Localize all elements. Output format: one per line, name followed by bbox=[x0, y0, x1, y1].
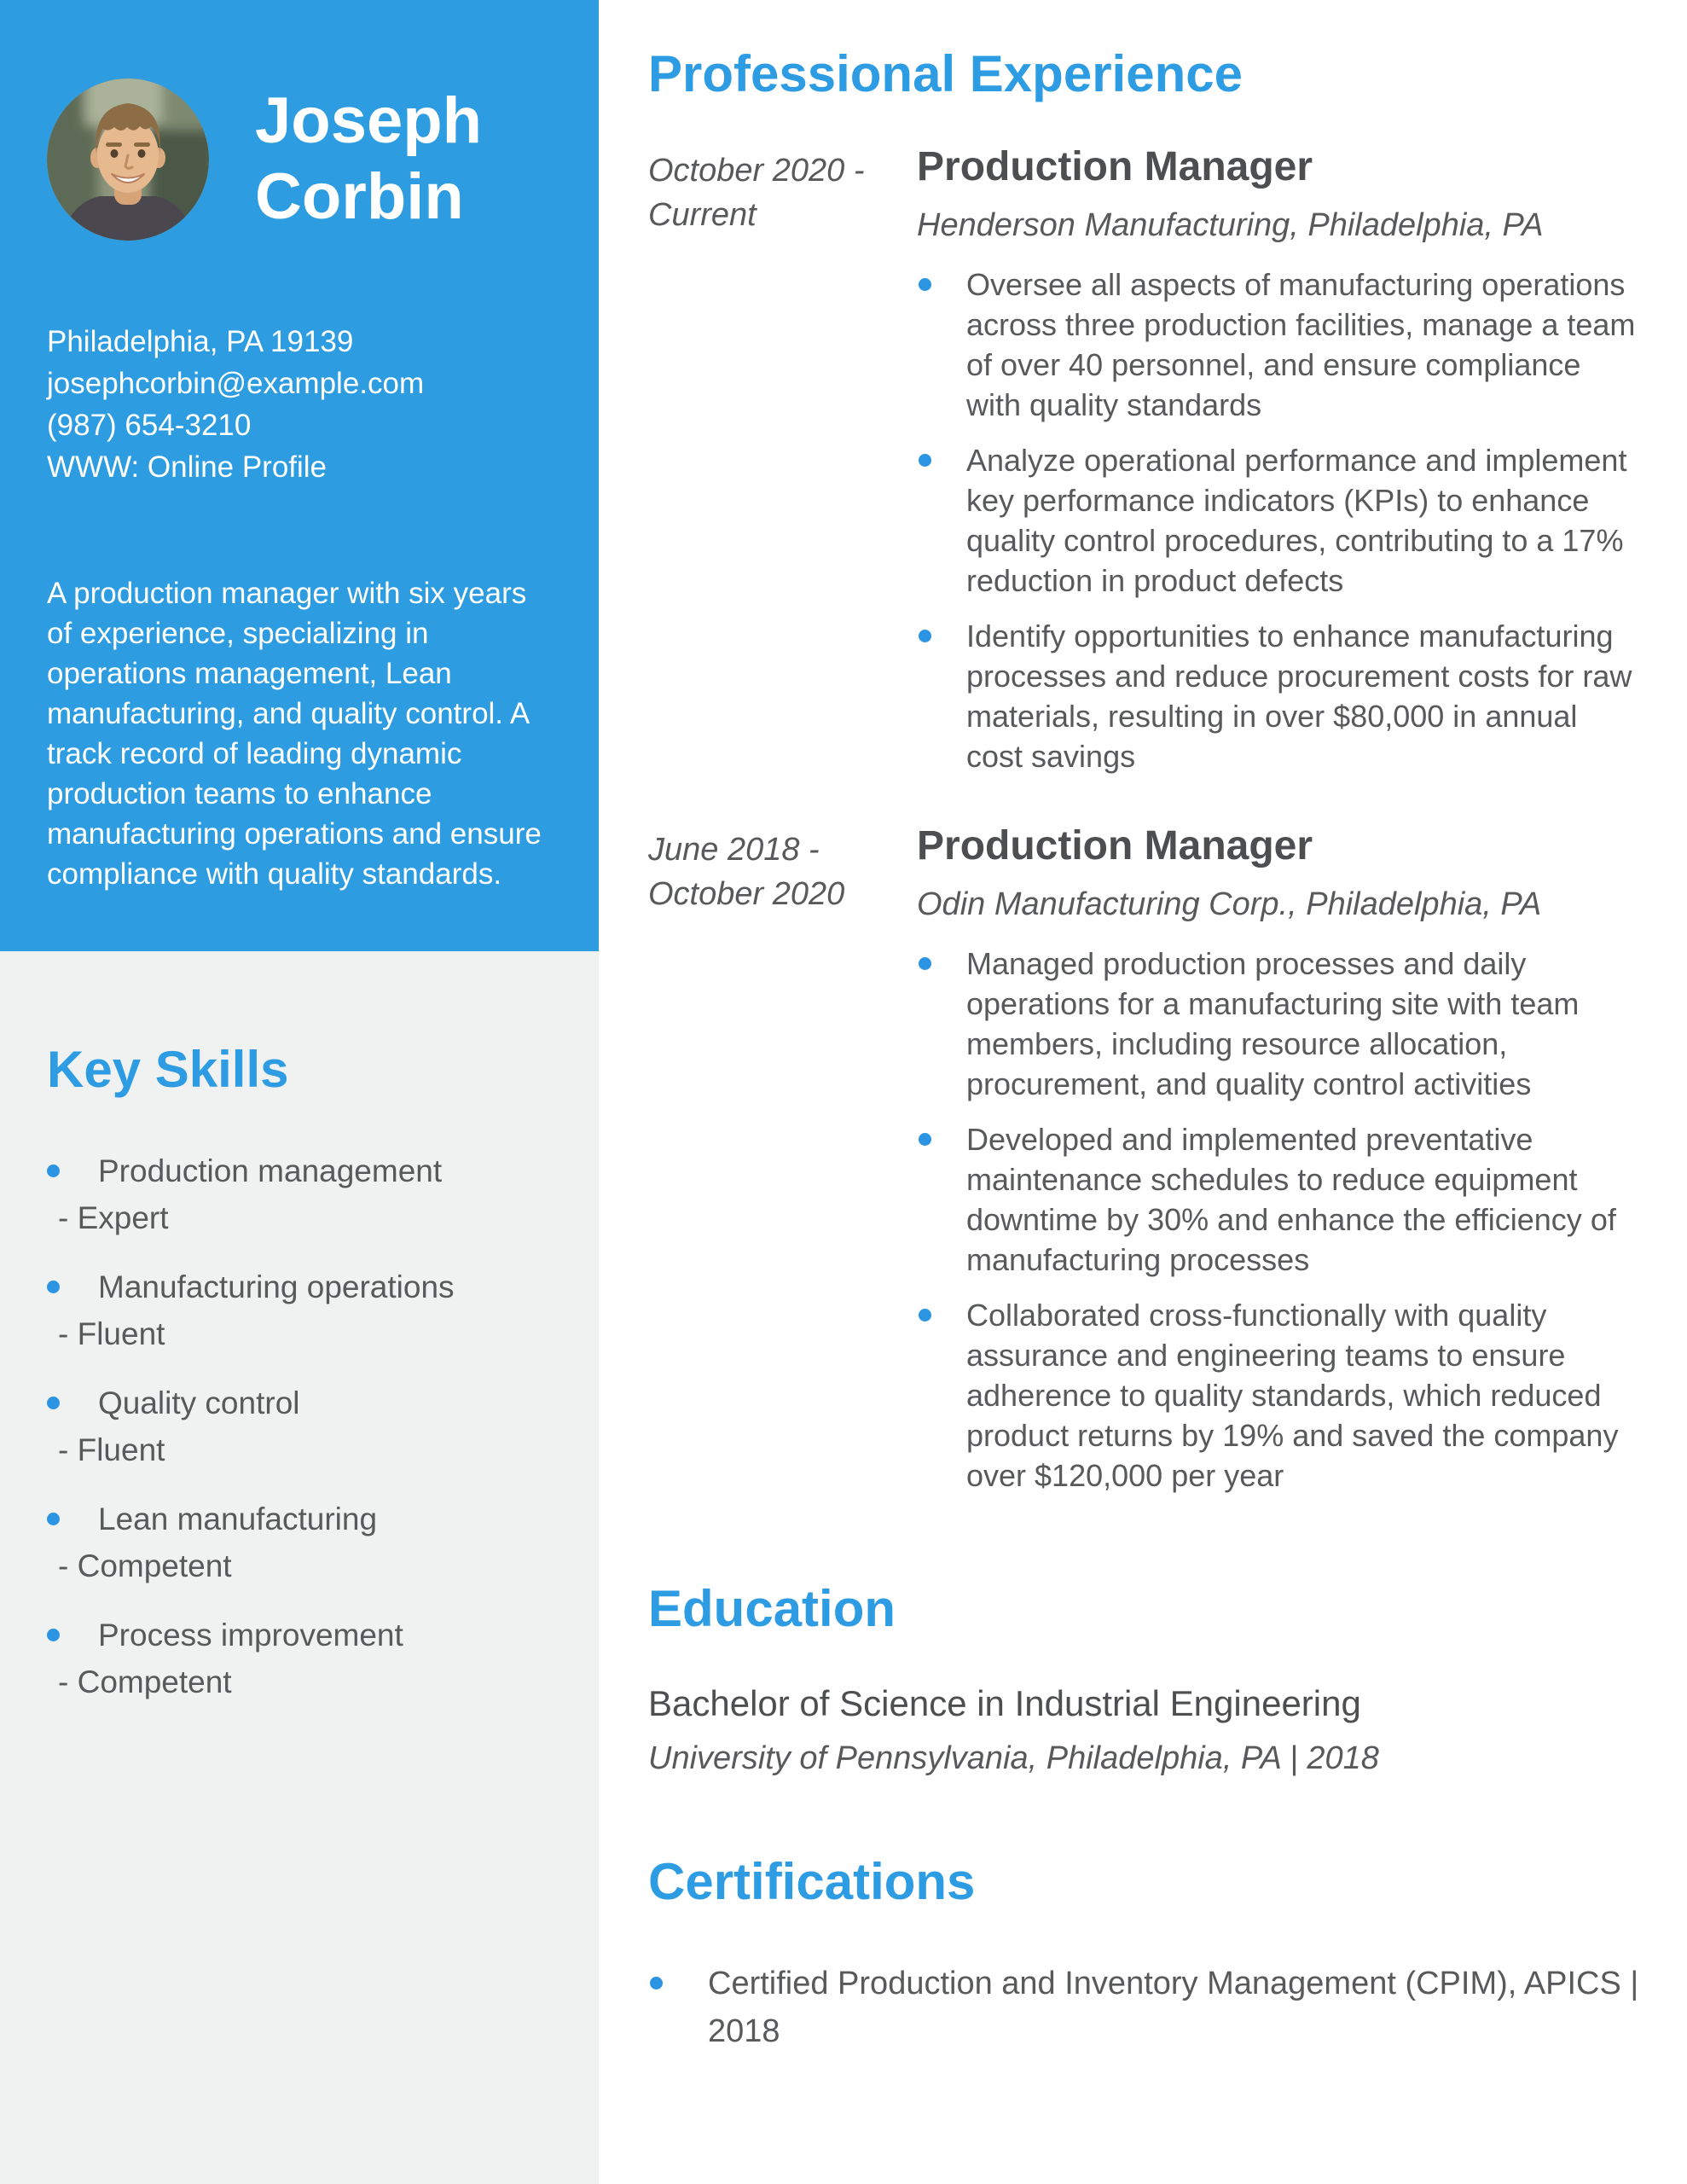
contact-website: WWW: Online Profile bbox=[47, 450, 328, 484]
skills-list bbox=[47, 1147, 552, 1705]
job-company: Odin Manufacturing Corp., Philadelphia, PA bbox=[917, 886, 1542, 922]
skill-name: Quality control bbox=[98, 1385, 300, 1420]
sidebar-header-panel bbox=[0, 0, 599, 951]
job-bullet: Collaborated cross-functionally with quality assurance and engineering teams to ensure adherence to quality standards, which reduced product returns by 19% and saved the company over $120,000 per year bbox=[917, 1295, 1640, 1496]
bullet-icon bbox=[47, 1397, 60, 1409]
skill-item bbox=[47, 1612, 552, 1705]
job-bullet-list bbox=[917, 264, 1640, 776]
job-company: Henderson Manufacturing, Philadelphia, PA bbox=[917, 207, 1544, 243]
candidate-first-name: Joseph bbox=[255, 84, 483, 158]
bullet-icon bbox=[919, 278, 931, 291]
contact-phone: (987) 654-3210 bbox=[47, 409, 252, 442]
skill-item bbox=[47, 1496, 552, 1589]
skill-item bbox=[47, 1380, 552, 1473]
education-heading: Education bbox=[648, 1580, 896, 1637]
bullet-icon bbox=[47, 1165, 60, 1177]
certification-item: Certified Production and Inventory Management (CPIM), APICS | 2018 bbox=[648, 1960, 1640, 2055]
skill-item bbox=[47, 1147, 552, 1241]
job-entry bbox=[648, 143, 1640, 792]
section-education bbox=[648, 1579, 1640, 1779]
bullet-icon bbox=[919, 957, 931, 970]
job-bullet: Managed production processes and daily operations for a manufacturing site with team members, including resource allocation, procurement, and quality control activities bbox=[917, 944, 1640, 1104]
professional-summary: A production manager with six years of experience, specializing in operations management, Lean manufacturing, and quality control. A track record of leading dynamic production teams to enhance manufacturing operations and ensure compliance with quality standards. bbox=[47, 577, 542, 891]
bullet-icon bbox=[47, 1281, 60, 1293]
skill-level: - Competent bbox=[58, 1664, 232, 1699]
section-certifications bbox=[648, 1852, 1640, 2055]
contact-email: josephcorbin@example.com bbox=[47, 367, 425, 400]
bullet-icon bbox=[650, 1977, 663, 1989]
bullet-icon bbox=[919, 630, 931, 642]
sidebar-skills-panel bbox=[0, 951, 599, 2184]
sidebar bbox=[0, 0, 599, 2184]
skill-level: - Expert bbox=[58, 1200, 169, 1235]
bullet-icon bbox=[919, 454, 931, 467]
contact-block bbox=[47, 321, 552, 488]
contact-location: Philadelphia, PA 19139 bbox=[47, 325, 354, 358]
skill-name: Manufacturing operations bbox=[98, 1269, 455, 1304]
candidate-last-name: Corbin bbox=[255, 160, 464, 233]
job-dates: June 2018 - October 2020 bbox=[648, 832, 845, 912]
key-skills-heading: Key Skills bbox=[47, 1041, 289, 1098]
candidate-name bbox=[255, 84, 482, 235]
certification-list bbox=[648, 1960, 1640, 2055]
skill-level: - Competent bbox=[58, 1548, 232, 1583]
skill-name: Process improvement bbox=[98, 1618, 403, 1653]
bullet-icon bbox=[919, 1133, 931, 1146]
education-school: University of Pennsylvania, Philadelphia, PA | 2018 bbox=[648, 1740, 1379, 1776]
identity-row bbox=[47, 0, 552, 241]
job-bullet: Identify opportunities to enhance manufacturing processes and reduce procurement costs for raw materials, resulting in over $80,000 in annual cost savings bbox=[917, 616, 1640, 776]
job-entry bbox=[648, 822, 1640, 1511]
skill-level: - Fluent bbox=[58, 1432, 165, 1467]
job-bullet: Analyze operational performance and implement key performance indicators (KPIs) to enhance quality control procedures, contributing to a 17% reduction in product defects bbox=[917, 440, 1640, 601]
section-experience bbox=[648, 44, 1640, 1511]
job-bullet: Developed and implemented preventative maintenance schedules to reduce equipment downtime by 30% and enhance the efficiency of manufacturing processes bbox=[917, 1119, 1640, 1280]
skill-item bbox=[47, 1263, 552, 1357]
skill-name: Production management bbox=[98, 1153, 443, 1188]
certifications-heading: Certifications bbox=[648, 1853, 976, 1910]
bullet-icon bbox=[47, 1513, 60, 1525]
profile-photo bbox=[47, 78, 209, 241]
job-bullet-list bbox=[917, 944, 1640, 1496]
main-column bbox=[599, 0, 1687, 2184]
skill-name: Lean manufacturing bbox=[98, 1502, 378, 1536]
education-degree: Bachelor of Science in Industrial Engineering bbox=[648, 1683, 1361, 1723]
bullet-icon bbox=[47, 1629, 60, 1641]
job-title: Production Manager bbox=[917, 144, 1313, 189]
job-bullet: Oversee all aspects of manufacturing operations across three production facilities, manage a team of over 40 personnel, and ensure compliance with quality standards bbox=[917, 264, 1640, 425]
experience-heading: Professional Experience bbox=[648, 45, 1243, 102]
profile-photo-illustration bbox=[47, 78, 209, 241]
job-title: Production Manager bbox=[917, 823, 1313, 868]
skill-level: - Fluent bbox=[58, 1316, 165, 1351]
job-dates: October 2020 - Current bbox=[648, 153, 865, 233]
bullet-icon bbox=[919, 1309, 931, 1321]
